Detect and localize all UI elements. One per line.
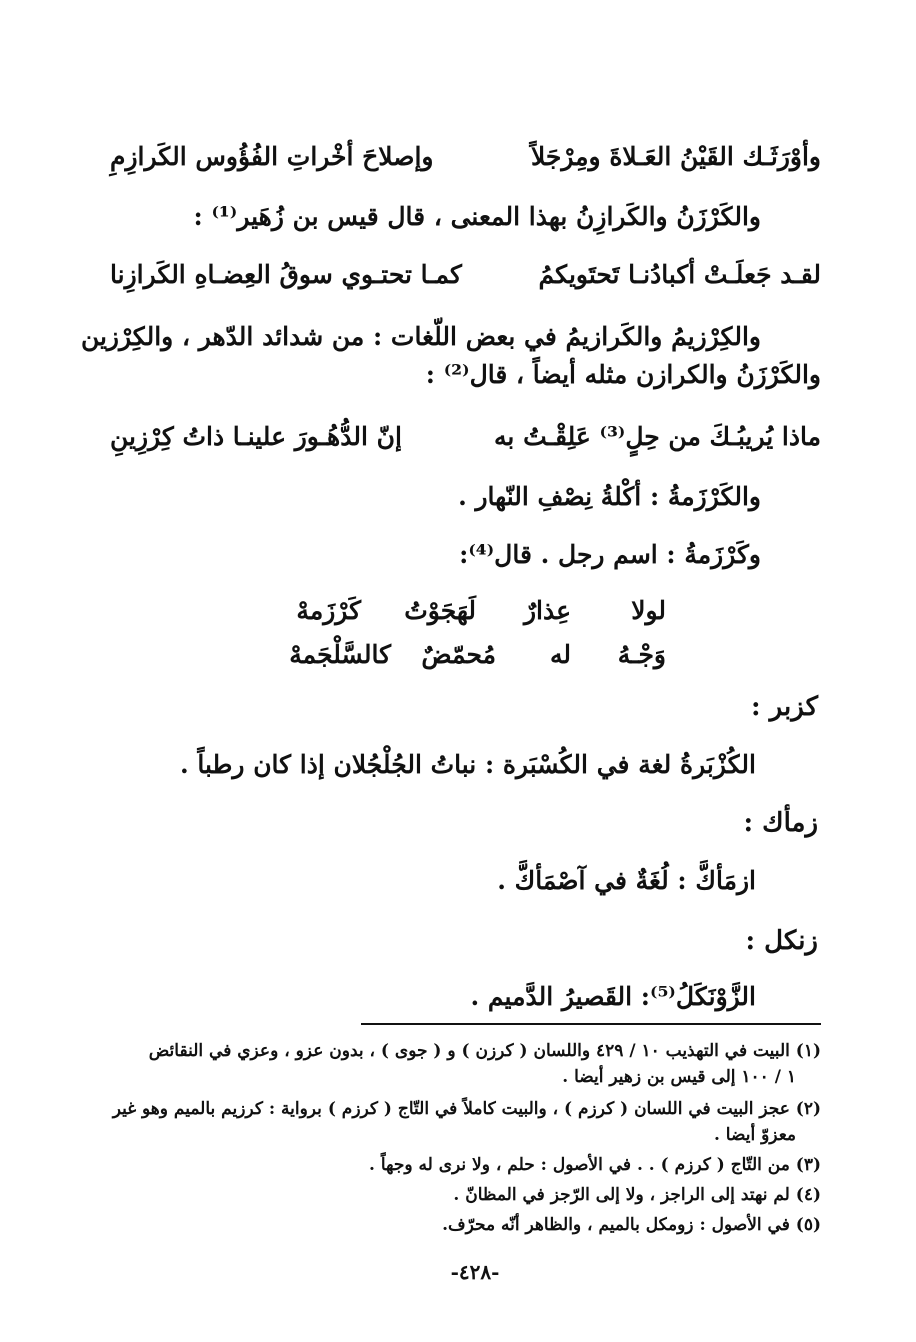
entry-znkl: الزَّوْنَكَلُ⁽⁵⁾: القَصيرُ الدَّميم . bbox=[470, 982, 756, 1011]
verse1-first-hemistich: وأوْرَثَـك القَيْنُ العَـلاةَ ومِرْجَلاً bbox=[530, 142, 821, 171]
heading-kzbr: كزبر : bbox=[751, 692, 818, 722]
rajaz2-word3: مُحمّضٌ bbox=[421, 640, 496, 669]
paragraph-karzama-meal: والكَرْزَمةُ : أكْلةُ نِصْفِ النّهار . bbox=[458, 482, 761, 511]
footnote-4: (٤) لم نهتد إلى الراجز ، ولا إلى الرّجز في المظانّ . bbox=[453, 1185, 821, 1205]
paragraph-karzama-name: وكَرْزَمةُ : اسم رجل . قال⁽⁴⁾: bbox=[459, 540, 761, 569]
rajaz1-word4: كَرْزَمهْ bbox=[296, 596, 361, 625]
footnote-5: (٥) في الأصول : زومكل بالميم ، والظاهر أنّه محرّف. bbox=[442, 1215, 821, 1235]
footnote-1-line2: ١ / ١٠٠ إلى قيس بن زهير أيضا . bbox=[562, 1067, 796, 1087]
paragraph-kirzim-line1: والكِرْزيمُ والكَرازيمُ في بعض اللّغات : من شدائد الدّهر ، والكِرْزين bbox=[80, 322, 761, 351]
footnote-3: (٣) من التّاج ( كرزم ) . . في الأصول : حلم ، ولا نرى له وجهاً . bbox=[369, 1155, 821, 1175]
heading-zmak: زمأك : bbox=[743, 808, 818, 838]
page-number: -٤٢٨- bbox=[450, 1260, 500, 1284]
footnote-1-line1: (١) البيت في التهذيب ١٠ / ٤٢٩ واللسان ( كرزن ) و ( جوى ) ، بدون عزو ، وعزي في النقائض bbox=[148, 1041, 821, 1061]
paragraph-kirzim-line2: والكَرْزَنُ والكرازن مثله أيضاً ، قال⁽²⁾ : bbox=[425, 360, 821, 389]
rajaz1-word3: لَهَجَوْتُ bbox=[404, 596, 476, 625]
heading-znkl: زنكل : bbox=[745, 926, 818, 956]
rajaz1-word2: عِذارٌ bbox=[523, 596, 571, 625]
entry-kzbr: الكُزْبَرةُ لغة في الكُسْبَرة : نباتُ الجُلْجُلان إذا كان رطباً . bbox=[179, 750, 756, 779]
verse2-first-hemistich: لقـد جَعلَـتْ أكبادُنـا تَحتَويكمُ bbox=[538, 260, 821, 289]
rajaz2-word4: كالسَّلْجَمهْ bbox=[289, 640, 391, 669]
rajaz2-word1: وَجْـهُ bbox=[617, 640, 666, 669]
paragraph-karzan: والكَرْزَنُ والكَرازِنُ بهذا المعنى ، قال قيس بن زُهَير⁽¹⁾ : bbox=[193, 202, 761, 231]
rajaz1-word1: لولا bbox=[631, 596, 666, 625]
footnote-2-line1: (٢) عجز البيت في اللسان ( كرزم ) ، والبيت كاملاً في التّاج ( كرزم ) برواية : كرزيم بالميم وهو غير bbox=[112, 1099, 821, 1119]
verse1-second-hemistich: وإصلاحَ أخْراتِ الفُؤُوس الكَرازِمِ bbox=[110, 142, 434, 171]
verse3-second-hemistich: إنّ الدُّهُـورَ علينـا ذاتُ كِرْزِينِ bbox=[110, 422, 402, 451]
verse2-second-hemistich: كمـا تحتـوي سوقُ العِضـاهِ الكَرازِنا bbox=[110, 260, 462, 289]
entry-zmak: ازمَأكَّ : لُغَةٌ في آصْمَأكَّ . bbox=[497, 866, 756, 895]
footnote-2-line2: معزوّ أيضا . bbox=[713, 1125, 796, 1145]
verse3-first-hemistich: ماذا يُريبُـكَ من حِلٍ⁽³⁾ عَلِقْـتُ به bbox=[494, 422, 821, 451]
footnote-separator bbox=[361, 1023, 821, 1025]
rajaz2-word2: له bbox=[549, 640, 571, 669]
